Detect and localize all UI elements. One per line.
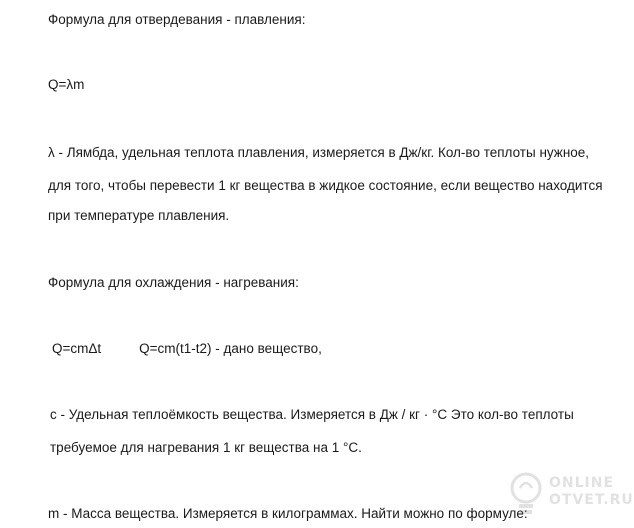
watermark-line-1: ONLINE bbox=[549, 475, 615, 491]
lambda-description-line-3: при температуре плавления. bbox=[48, 208, 230, 223]
formula-cooling-short: Q=cmΔt bbox=[52, 341, 102, 356]
formula-melting: Q=λm bbox=[48, 77, 85, 92]
c-description-line-1: c - Удельная теплоёмкость вещества. Измеряется в Дж / кг · °C Это кол-во теплоты bbox=[50, 407, 574, 422]
heading-cooling: Формула для охлаждения - нагревания: bbox=[48, 275, 299, 290]
formula-cooling-row bbox=[52, 340, 322, 358]
heading-melting: Формула для отвердевания - плавления: bbox=[48, 12, 306, 27]
lambda-description-line-2: для того, чтобы перевести 1 кг вещества в жидкое состояние, если вещество находится bbox=[48, 178, 603, 193]
lambda-description-line-1: λ - Лямбда, удельная теплота плавления, измеряется в Дж/кг. Кол-во теплоты нужное, bbox=[48, 145, 590, 160]
watermark bbox=[505, 466, 634, 526]
m-description-line-1: m - Масса вещества. Измеряется в килограммах. Найти можно по формуле: bbox=[48, 506, 528, 521]
c-description-line-2: требуемое для нагревания 1 кг вещества на 1 °C. bbox=[50, 440, 362, 455]
formula-cooling-full: Q=cm(t1-t2) - дано вещество, bbox=[139, 341, 322, 356]
lightbulb-icon bbox=[507, 470, 545, 520]
watermark-line-2: OTVET.RU bbox=[549, 492, 634, 508]
